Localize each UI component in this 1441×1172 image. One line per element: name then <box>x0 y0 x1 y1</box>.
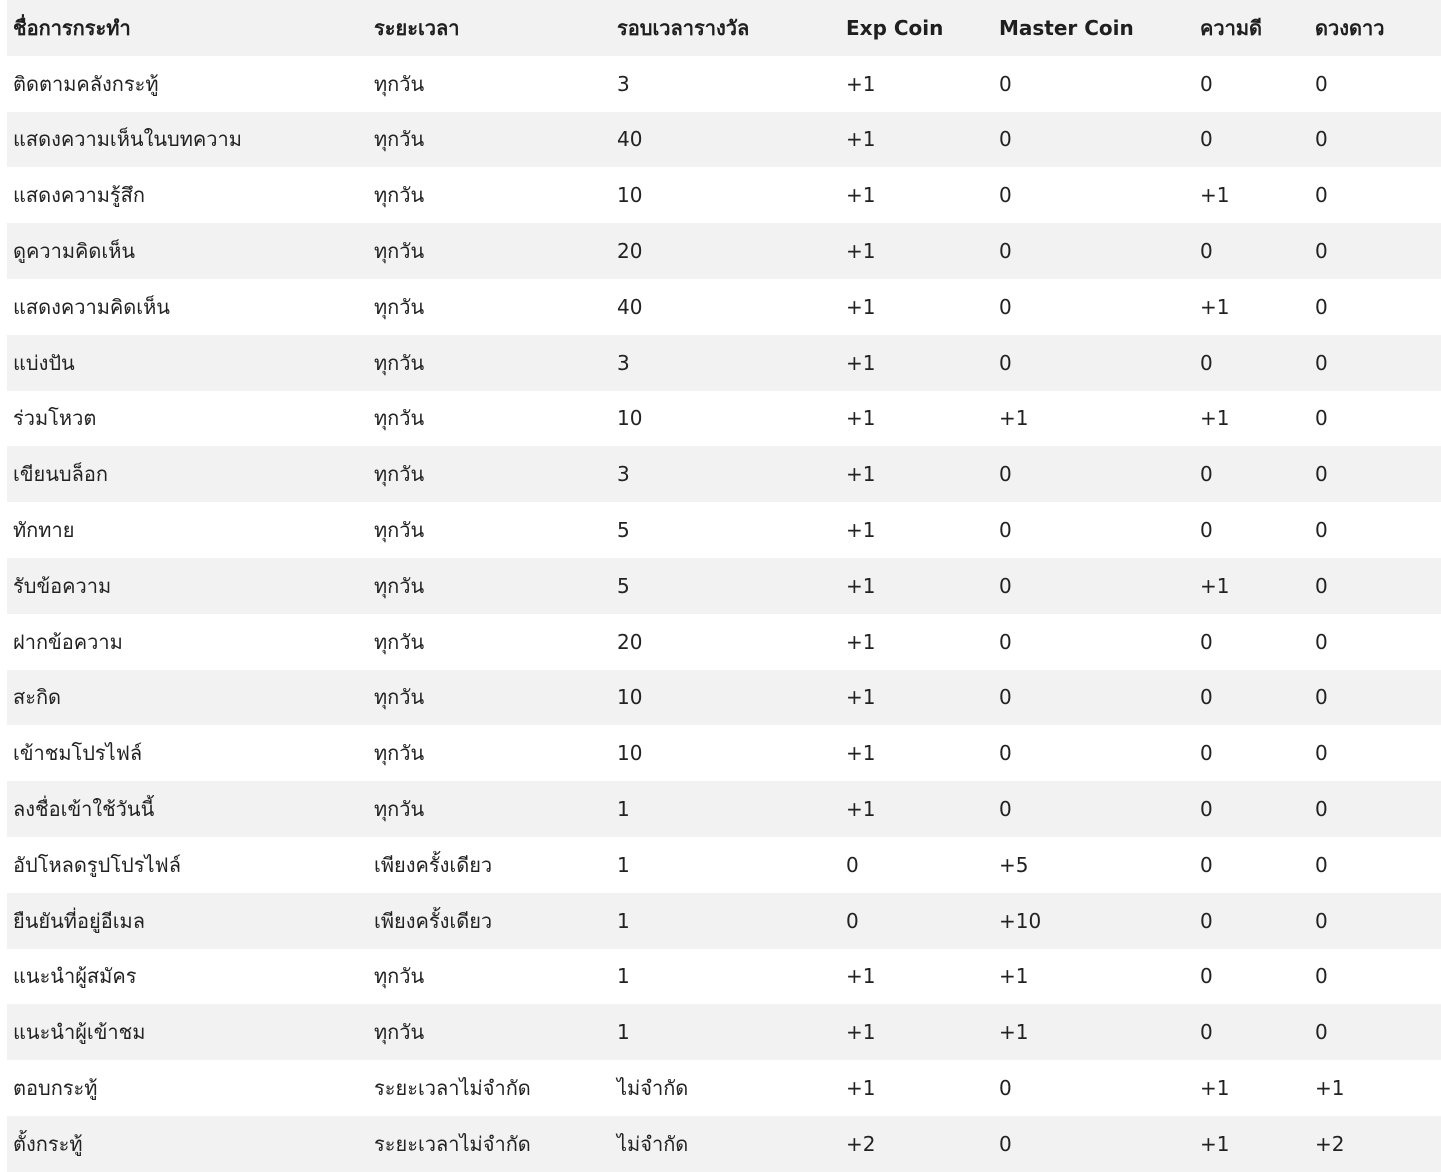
table-row <box>7 335 1441 391</box>
cell-exp-coin: +1 <box>846 797 876 822</box>
cell-duration: ทุกวัน <box>374 741 425 766</box>
header-master-coin: Master Coin <box>999 15 1134 40</box>
cell-master-coin: 0 <box>999 573 1012 598</box>
cell-exp-coin: +1 <box>846 462 876 487</box>
cell-master-coin: +1 <box>999 1020 1029 1045</box>
cell-goodness: 0 <box>1200 1020 1213 1045</box>
table-row <box>7 56 1441 112</box>
cell-goodness: 0 <box>1200 462 1213 487</box>
cell-reward-cycle: 1 <box>617 1020 630 1045</box>
cell-reward-cycle: 1 <box>617 797 630 822</box>
cell-exp-coin: +1 <box>846 629 876 654</box>
cell-master-coin: 0 <box>999 294 1012 319</box>
cell-action-name: เข้าชมโปรไฟล์ <box>13 741 143 766</box>
cell-exp-coin: +1 <box>846 1020 876 1045</box>
cell-stars: +2 <box>1315 1131 1345 1156</box>
cell-exp-coin: +1 <box>846 1076 876 1101</box>
table-row <box>7 1116 1441 1172</box>
cell-master-coin: 0 <box>999 1076 1012 1101</box>
cell-action-name: ติดตามคลังกระทู้ <box>13 71 159 96</box>
cell-master-coin: +5 <box>999 852 1029 877</box>
cell-exp-coin: +1 <box>846 741 876 766</box>
cell-master-coin: +1 <box>999 406 1029 431</box>
table-row <box>7 446 1441 502</box>
cell-action-name: แสดงความคิดเห็น <box>13 294 170 319</box>
table-row <box>7 223 1441 279</box>
cell-duration: ระยะเวลาไม่จำกัด <box>374 1076 531 1101</box>
cell-action-name: ร่วมโหวต <box>13 406 97 431</box>
cell-master-coin: 0 <box>999 350 1012 375</box>
reward-table-container <box>7 0 1441 1172</box>
cell-goodness: 0 <box>1200 350 1213 375</box>
cell-action-name: แนะนำผู้สมัคร <box>13 964 137 989</box>
cell-stars: 0 <box>1315 462 1328 487</box>
cell-duration: ระยะเวลาไม่จำกัด <box>374 1131 531 1156</box>
cell-duration: ทุกวัน <box>374 406 425 431</box>
cell-exp-coin: +1 <box>846 573 876 598</box>
cell-duration: ทุกวัน <box>374 127 425 152</box>
cell-stars: 0 <box>1315 685 1328 710</box>
cell-duration: ทุกวัน <box>374 685 425 710</box>
table-row <box>7 837 1441 893</box>
header-duration: ระยะเวลา <box>374 15 460 40</box>
cell-reward-cycle: ไม่จำกัด <box>617 1131 689 1156</box>
header-action-name: ชื่อการกระทำ <box>13 15 131 40</box>
table-row <box>7 558 1441 614</box>
cell-action-name: แนะนำผู้เข้าชม <box>13 1020 146 1045</box>
cell-goodness: 0 <box>1200 71 1213 96</box>
cell-reward-cycle: 1 <box>617 852 630 877</box>
cell-stars: 0 <box>1315 294 1328 319</box>
cell-stars: 0 <box>1315 518 1328 543</box>
cell-duration: ทุกวัน <box>374 1020 425 1045</box>
cell-stars: +1 <box>1315 1076 1345 1101</box>
cell-duration: เพียงครั้งเดียว <box>374 908 493 933</box>
cell-stars: 0 <box>1315 852 1328 877</box>
cell-goodness: 0 <box>1200 852 1213 877</box>
cell-action-name: รับข้อความ <box>13 573 112 598</box>
cell-stars: 0 <box>1315 797 1328 822</box>
cell-goodness: 0 <box>1200 518 1213 543</box>
cell-action-name: ดูความคิดเห็น <box>13 239 136 264</box>
cell-reward-cycle: 40 <box>617 127 643 152</box>
cell-exp-coin: 0 <box>846 852 859 877</box>
cell-action-name: ยืนยันที่อยู่อีเมล <box>13 908 145 933</box>
cell-exp-coin: +1 <box>846 127 876 152</box>
cell-reward-cycle: 10 <box>617 183 643 208</box>
cell-goodness: +1 <box>1200 406 1230 431</box>
cell-master-coin: 0 <box>999 462 1012 487</box>
cell-goodness: +1 <box>1200 294 1230 319</box>
cell-stars: 0 <box>1315 741 1328 766</box>
cell-stars: 0 <box>1315 350 1328 375</box>
table-row <box>7 279 1441 335</box>
cell-stars: 0 <box>1315 239 1328 264</box>
cell-reward-cycle: 1 <box>617 964 630 989</box>
cell-duration: ทุกวัน <box>374 294 425 319</box>
cell-master-coin: 0 <box>999 127 1012 152</box>
cell-action-name: ฝากข้อความ <box>13 629 123 654</box>
cell-reward-cycle: 5 <box>617 573 630 598</box>
cell-action-name: ตอบกระทู้ <box>13 1076 98 1101</box>
cell-exp-coin: +1 <box>846 964 876 989</box>
cell-reward-cycle: 40 <box>617 294 643 319</box>
cell-exp-coin: +1 <box>846 518 876 543</box>
table-row <box>7 670 1441 726</box>
cell-duration: ทุกวัน <box>374 797 425 822</box>
table-row <box>7 502 1441 558</box>
cell-goodness: 0 <box>1200 964 1213 989</box>
header-exp-coin: Exp Coin <box>846 15 944 40</box>
cell-master-coin: 0 <box>999 518 1012 543</box>
table-row <box>7 614 1441 670</box>
cell-goodness: +1 <box>1200 183 1230 208</box>
cell-action-name: แสดงความเห็นในบทความ <box>13 127 242 152</box>
cell-duration: ทุกวัน <box>374 518 425 543</box>
cell-master-coin: 0 <box>999 797 1012 822</box>
cell-stars: 0 <box>1315 573 1328 598</box>
cell-action-name: แสดงความรู้สึก <box>13 183 145 208</box>
cell-master-coin: 0 <box>999 741 1012 766</box>
cell-action-name: เขียนบล็อก <box>13 462 108 487</box>
cell-goodness: +1 <box>1200 573 1230 598</box>
table-row <box>7 949 1441 1005</box>
cell-action-name: สะกิด <box>13 685 62 710</box>
table-row <box>7 1004 1441 1060</box>
cell-duration: ทุกวัน <box>374 71 425 96</box>
cell-goodness: +1 <box>1200 1076 1230 1101</box>
header-goodness: ความดี <box>1200 15 1263 40</box>
cell-master-coin: 0 <box>999 1131 1012 1156</box>
cell-master-coin: 0 <box>999 239 1012 264</box>
reward-table <box>7 0 1441 1172</box>
cell-goodness: 0 <box>1200 741 1213 766</box>
cell-reward-cycle: 10 <box>617 741 643 766</box>
header-reward-cycle: รอบเวลารางวัล <box>617 15 750 40</box>
cell-goodness: 0 <box>1200 629 1213 654</box>
cell-master-coin: 0 <box>999 629 1012 654</box>
cell-goodness: 0 <box>1200 797 1213 822</box>
cell-reward-cycle: 1 <box>617 908 630 933</box>
cell-stars: 0 <box>1315 629 1328 654</box>
cell-master-coin: +1 <box>999 964 1029 989</box>
cell-duration: ทุกวัน <box>374 350 425 375</box>
cell-reward-cycle: 10 <box>617 406 643 431</box>
cell-master-coin: 0 <box>999 71 1012 96</box>
cell-stars: 0 <box>1315 183 1328 208</box>
cell-duration: เพียงครั้งเดียว <box>374 852 493 877</box>
cell-exp-coin: +1 <box>846 71 876 96</box>
cell-exp-coin: +2 <box>846 1131 876 1156</box>
cell-master-coin: 0 <box>999 183 1012 208</box>
table-row <box>7 1060 1441 1116</box>
table-body <box>7 56 1441 1172</box>
cell-action-name: อัปโหลดรูปโปรไฟล์ <box>13 852 181 877</box>
cell-action-name: แบ่งปัน <box>13 350 75 375</box>
cell-goodness: +1 <box>1200 1131 1230 1156</box>
cell-stars: 0 <box>1315 908 1328 933</box>
cell-goodness: 0 <box>1200 685 1213 710</box>
cell-stars: 0 <box>1315 71 1328 96</box>
cell-exp-coin: +1 <box>846 406 876 431</box>
cell-exp-coin: +1 <box>846 183 876 208</box>
cell-exp-coin: +1 <box>846 350 876 375</box>
cell-reward-cycle: 3 <box>617 71 630 96</box>
cell-reward-cycle: ไม่จำกัด <box>617 1076 689 1101</box>
cell-duration: ทุกวัน <box>374 964 425 989</box>
cell-stars: 0 <box>1315 127 1328 152</box>
cell-exp-coin: 0 <box>846 908 859 933</box>
cell-goodness: 0 <box>1200 908 1213 933</box>
cell-goodness: 0 <box>1200 239 1213 264</box>
table-row <box>7 893 1441 949</box>
header-stars: ดวงดาว <box>1315 15 1385 40</box>
cell-exp-coin: +1 <box>846 239 876 264</box>
table-row <box>7 391 1441 447</box>
cell-stars: 0 <box>1315 1020 1328 1045</box>
cell-exp-coin: +1 <box>846 685 876 710</box>
cell-reward-cycle: 20 <box>617 239 643 264</box>
cell-action-name: ทักทาย <box>13 518 75 543</box>
table-row <box>7 725 1441 781</box>
cell-reward-cycle: 10 <box>617 685 643 710</box>
table-row <box>7 167 1441 223</box>
cell-duration: ทุกวัน <box>374 462 425 487</box>
cell-reward-cycle: 20 <box>617 629 643 654</box>
cell-stars: 0 <box>1315 964 1328 989</box>
cell-exp-coin: +1 <box>846 294 876 319</box>
cell-action-name: ตั้งกระทู้ <box>13 1131 83 1156</box>
cell-reward-cycle: 3 <box>617 462 630 487</box>
cell-master-coin: +10 <box>999 908 1042 933</box>
table-header-row <box>7 0 1441 56</box>
cell-master-coin: 0 <box>999 685 1012 710</box>
table-row <box>7 781 1441 837</box>
cell-duration: ทุกวัน <box>374 183 425 208</box>
cell-goodness: 0 <box>1200 127 1213 152</box>
table-row <box>7 112 1441 168</box>
cell-duration: ทุกวัน <box>374 239 425 264</box>
cell-reward-cycle: 3 <box>617 350 630 375</box>
cell-reward-cycle: 5 <box>617 518 630 543</box>
cell-duration: ทุกวัน <box>374 573 425 598</box>
cell-stars: 0 <box>1315 406 1328 431</box>
cell-action-name: ลงชื่อเข้าใช้วันนี้ <box>13 797 155 822</box>
cell-duration: ทุกวัน <box>374 629 425 654</box>
